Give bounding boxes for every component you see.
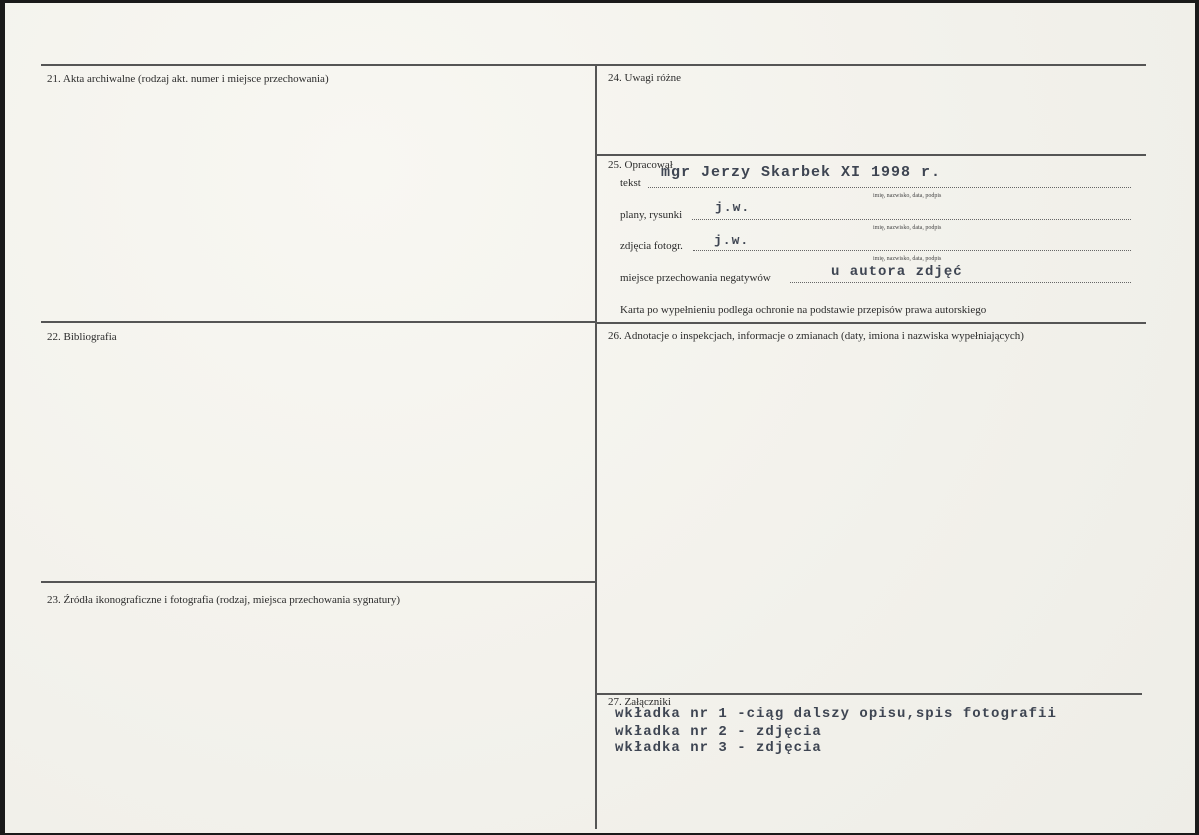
top-rule	[41, 64, 1146, 66]
tekst-dotted-line	[648, 187, 1131, 188]
rule-left-22	[41, 321, 596, 323]
rule-right-26	[596, 322, 1146, 324]
section-24-label: 24. Uwagi różne	[608, 72, 682, 84]
plany-hint: imię, nazwisko, data, podpis	[873, 225, 942, 231]
record-card	[5, 3, 1195, 833]
rule-right-27	[596, 693, 1142, 695]
tekst-value: mgr Jerzy Skarbek XI 1998 r.	[661, 164, 942, 181]
zalacznik-1: wkładka nr 1 -ciąg dalszy opisu,spis fotografii	[615, 706, 1057, 722]
section-23-label: 23. Źródła ikonograficzne i fotografia (rodzaj, miejsca przechowania sygnatury)	[47, 594, 401, 606]
zdjecia-dotted-line	[693, 250, 1131, 251]
zalacznik-2: wkładka nr 2 - zdjęcia	[615, 724, 822, 740]
rule-left-23	[41, 581, 596, 583]
section-27-label: 27. Załączniki	[608, 696, 671, 708]
section-22-label: 22. Bibliografia	[47, 331, 117, 343]
negatywy-value: u autora zdjęć	[831, 264, 963, 280]
tekst-hint: imię, nazwisko, data, podpis	[873, 193, 942, 199]
plany-label: plany, rysunki	[620, 209, 683, 221]
zalacznik-3: wkładka nr 3 - zdjęcia	[615, 740, 822, 756]
center-divider	[595, 64, 597, 829]
section-26-label: 26. Adnotacje o inspekcjach, informacje o zmianach (daty, imiona i nazwiska wypełniających)	[608, 330, 1024, 342]
zdjecia-label: zdjęcia fotogr.	[620, 240, 683, 252]
zdjecia-value: j.w.	[714, 233, 750, 248]
section-21-label: 21. Akta archiwalne (rodzaj akt. numer i miejsce przechowania)	[47, 73, 329, 85]
plany-value: j.w.	[715, 200, 751, 215]
section-25-label: 25. Opracował	[608, 159, 673, 171]
negatywy-label: miejsce przechowania negatywów	[620, 272, 771, 284]
zdjecia-hint: imię, nazwisko, data, podpis	[873, 256, 942, 262]
plany-dotted-line	[692, 219, 1131, 220]
tekst-label: tekst	[620, 177, 641, 189]
rule-right-25	[596, 154, 1146, 156]
negatywy-dotted-line	[790, 282, 1131, 283]
copyright-note: Karta po wypełnieniu podlega ochronie na podstawie przepisów prawa autorskiego	[620, 304, 987, 316]
